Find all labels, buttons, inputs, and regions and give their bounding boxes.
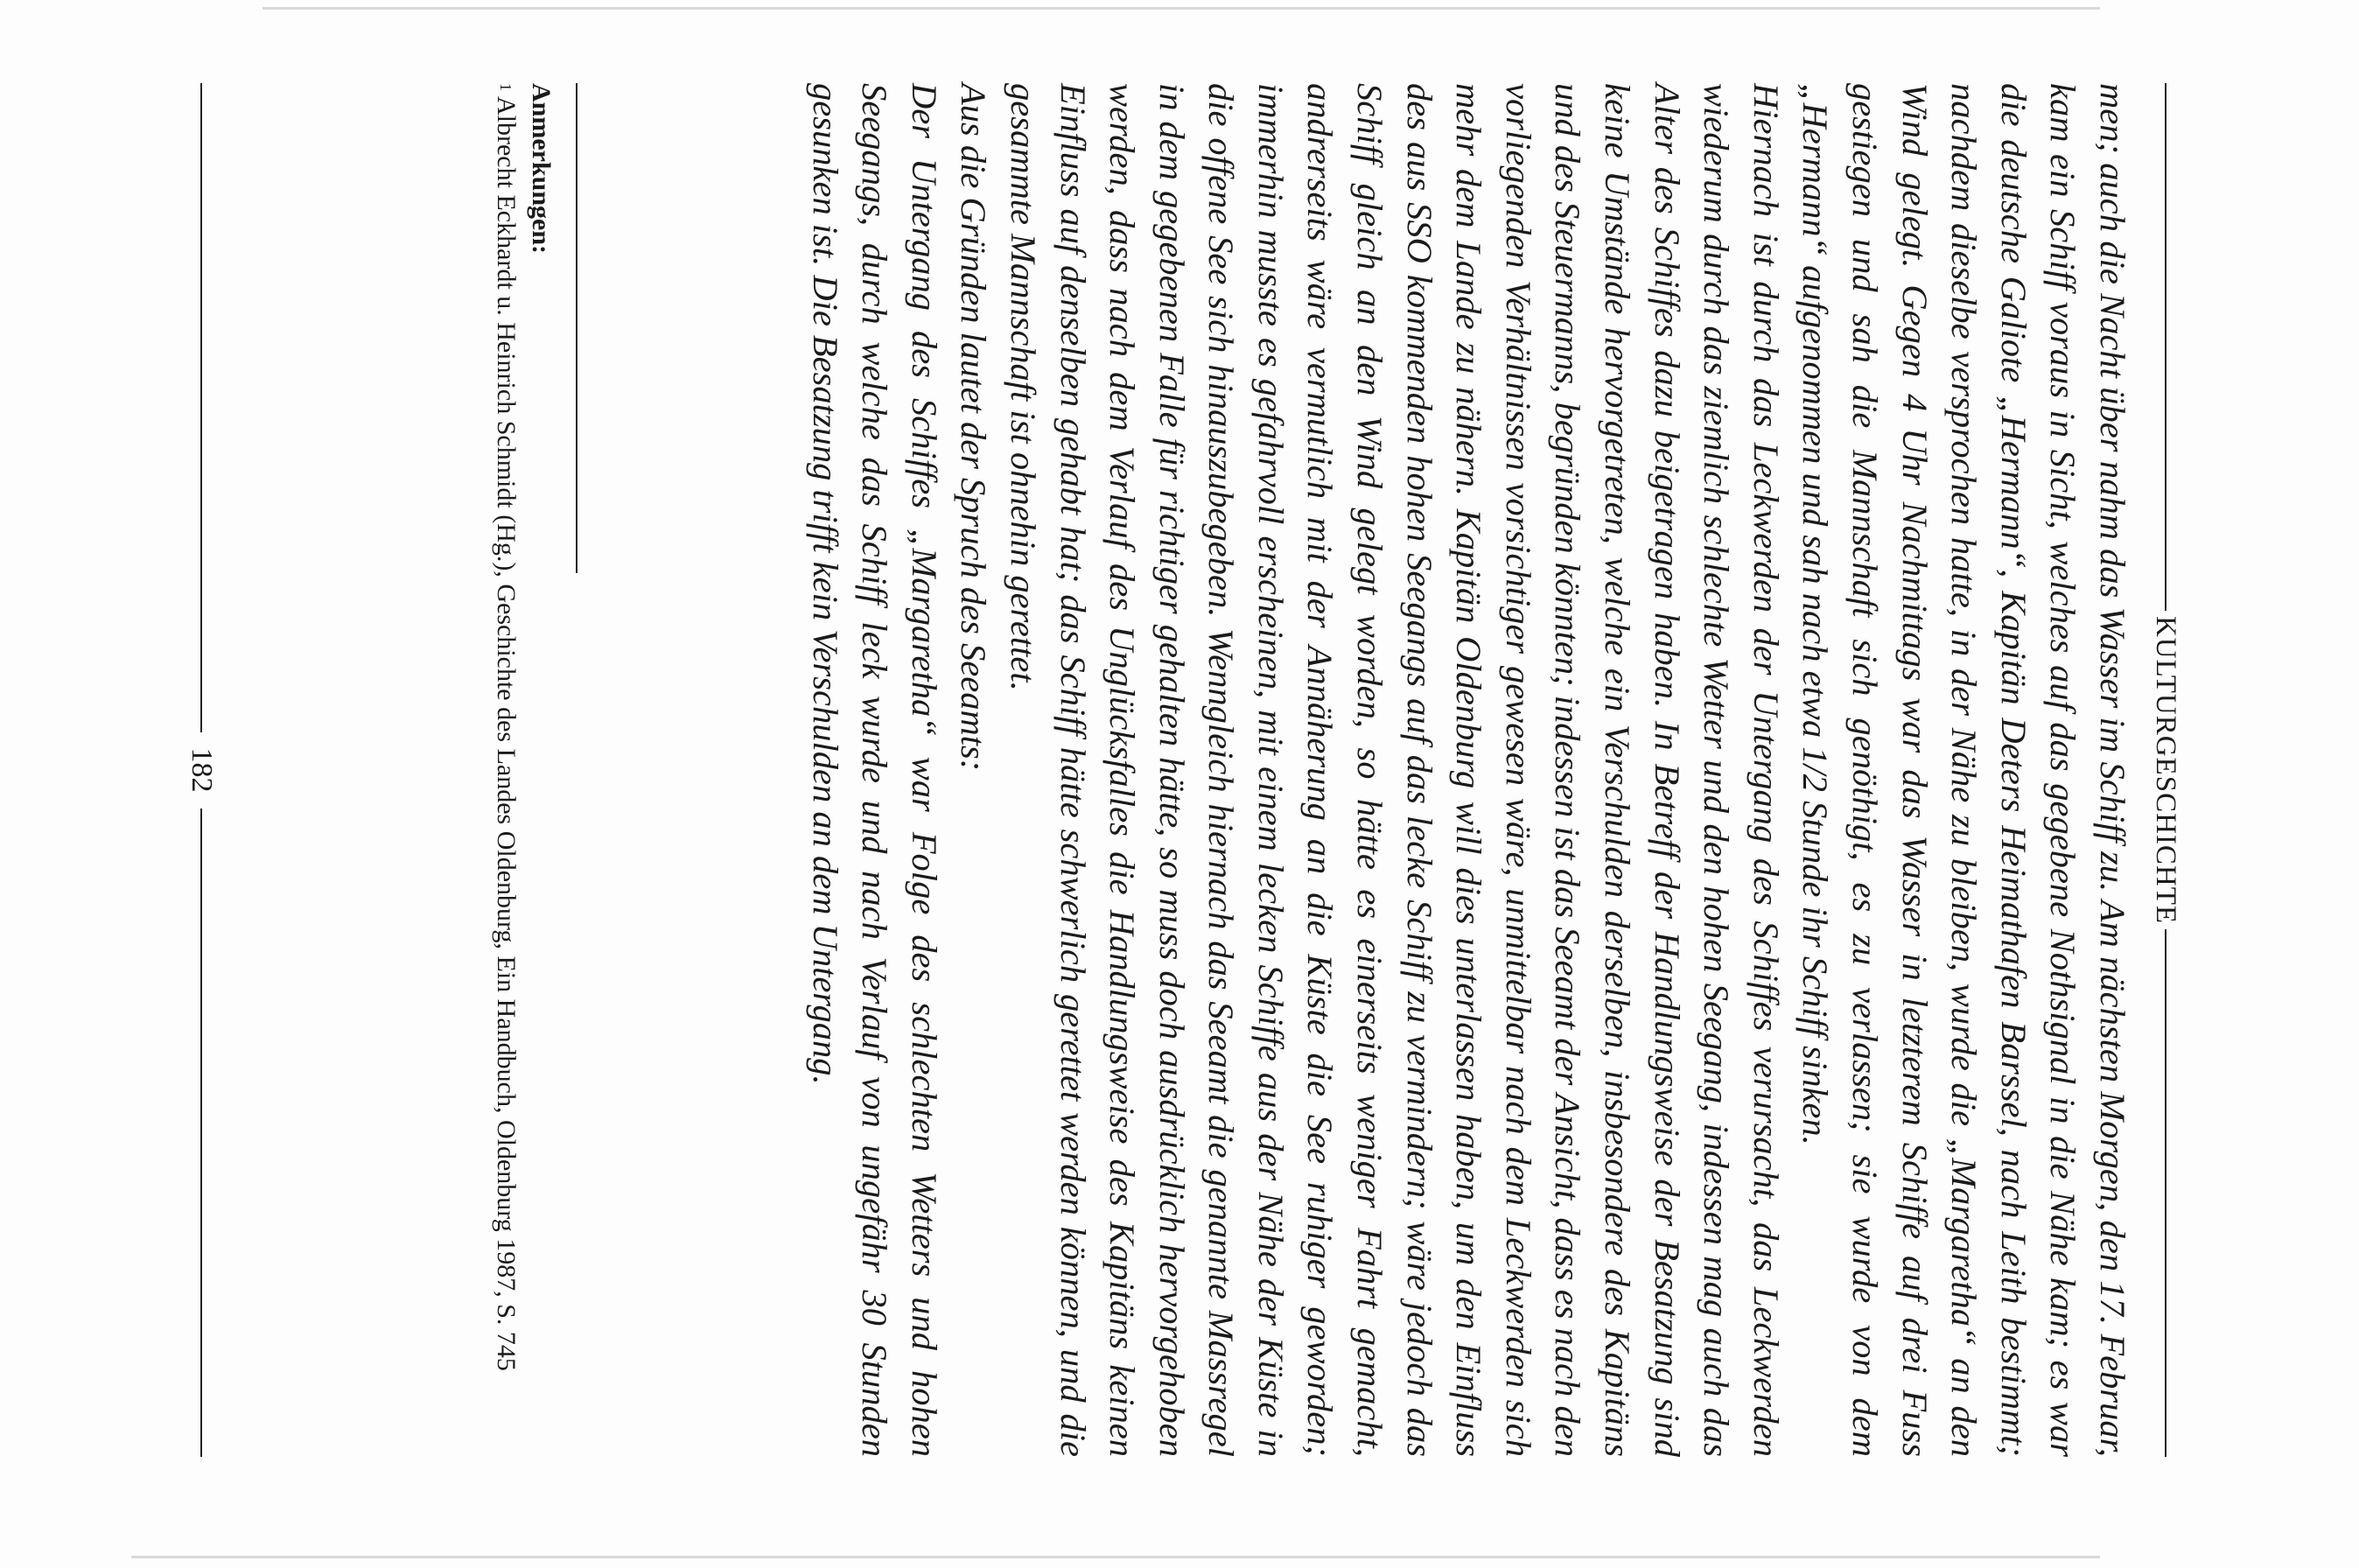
footer-rule-right xyxy=(200,808,202,1458)
page-footer xyxy=(179,83,223,1457)
footnote-text: Albrecht Eckhardt u. Heinrich Schmidt (Hg.), Geschichte des Landes Oldenburg, Ein Handbuch, Oldenburg 1987, S. 745 xyxy=(492,96,521,1371)
footnote-separator xyxy=(576,83,578,573)
header-rule-right xyxy=(2165,929,2166,1457)
paragraph: Hiernach ist durch das Leckwerden der Untergang des Schiffes verursacht, das Leckwerden wiederum durch das ziemlich schlechte Wetter und den hohen Seegang, indessen mag auch das Alter des Schiffes dazu beigetragen haben. In Betreff der Handlungsweise der Besatzung sind keine Umstände hervorgetreten, welche ein Verschulden derselben, insbesondere des Kapitäns und des Steuermanns, begründen könnten; indessen ist das Seeamt der Ansicht, dass es nach den vorliegenden Verhältnissen vorsichtiger gewesen wäre, unmittelbar nach dem Leckwerden sich mehr dem Lande zu nähern. Kapitän Oldenburg will dies unterlassen haben, um den Einfluss des aus SSO kommenden hohen Seegangs auf das lecke Schiff zu vermindern; wäre jedoch das Schiff gleich an den Wind gelegt worden, so hätte es einerseits weniger Fahrt gemacht, andrerseits wäre vermutlich mit der Annäherung an die Küste die See ruhiger geworden; immerhin musste es gefahrvoll erscheinen, mit einem lecken Schiffe aus der Nähe der Küste in die offene See sich hinauszubegeben. Wenngleich hiernach das Seeamt die genannte Massregel in dem gegebenen Falle für richtiger gehalten hätte, so muss doch ausdrücklich hervorgehoben werden, dass nach dem Verlauf des Unglücksfalles die Handlungsweise des Kapitäns keinen Einfluss auf denselben gehabt hat; das Schiff hätte schwerlich gerettet werden können, und die gesammte Mannschaft ist ohnehin gerettet. xyxy=(1003,83,1786,1457)
footer-rule-left xyxy=(200,83,202,732)
page-number: 182 xyxy=(186,747,218,793)
paragraph: Der Untergang des Schiffes „Margaretha“ war Folge des schlechten Wetters und hohen Seegangs, durch welche das Schiff leck wurde und nach Verlauf von ungefähr 30 Stunden gesunken ist. Die Besatzung trifft kein Verschulden an dem Untergang. xyxy=(805,83,944,1457)
footnotes-heading: Anmerkungen: xyxy=(527,83,556,255)
running-header xyxy=(2144,83,2188,1457)
footnote xyxy=(488,83,523,1457)
header-rule-left xyxy=(2165,83,2166,611)
document-page xyxy=(175,83,2188,1457)
main-text xyxy=(800,83,2137,1457)
section-title: KULTURGESCHICHTE xyxy=(2150,615,2182,925)
scan-edge-mark-top xyxy=(262,7,2100,10)
paragraph: men; auch die Nacht über nahm das Wasser im Schiff zu. Am nächsten Morgen, den 17. Februar, kam ein Schiff voraus in Sicht, welches auf das gegebene Nothsignal in die Nähe kam; es war die deutsche Galiote „Hermann“, Kapitän Deters Heimathafen Barssel, nach Leith bestimmt; nachdem dieselbe versprochen hatte, in der Nähe zu bleiben, wurde die „Margaretha“ an den Wind gelegt. Gegen 4 Uhr Nachmittags war das Wasser in letzterem Schiffe auf drei Fuss gestiegen und sah die Mannschaft sich genöthigt, es zu verlassen; sie wurde von dem „Hermann“ aufgenommen und sah nach etwa 1/2 Stunde ihr Schiff sinken. xyxy=(1796,83,2132,1457)
footnotes xyxy=(488,83,558,1457)
scan-edge-mark-bottom xyxy=(131,1556,2100,1558)
footnote-marker: 1 xyxy=(497,83,514,91)
paragraph: Aus die Gründen lautet der Spruch des Seeamts: xyxy=(954,83,994,772)
